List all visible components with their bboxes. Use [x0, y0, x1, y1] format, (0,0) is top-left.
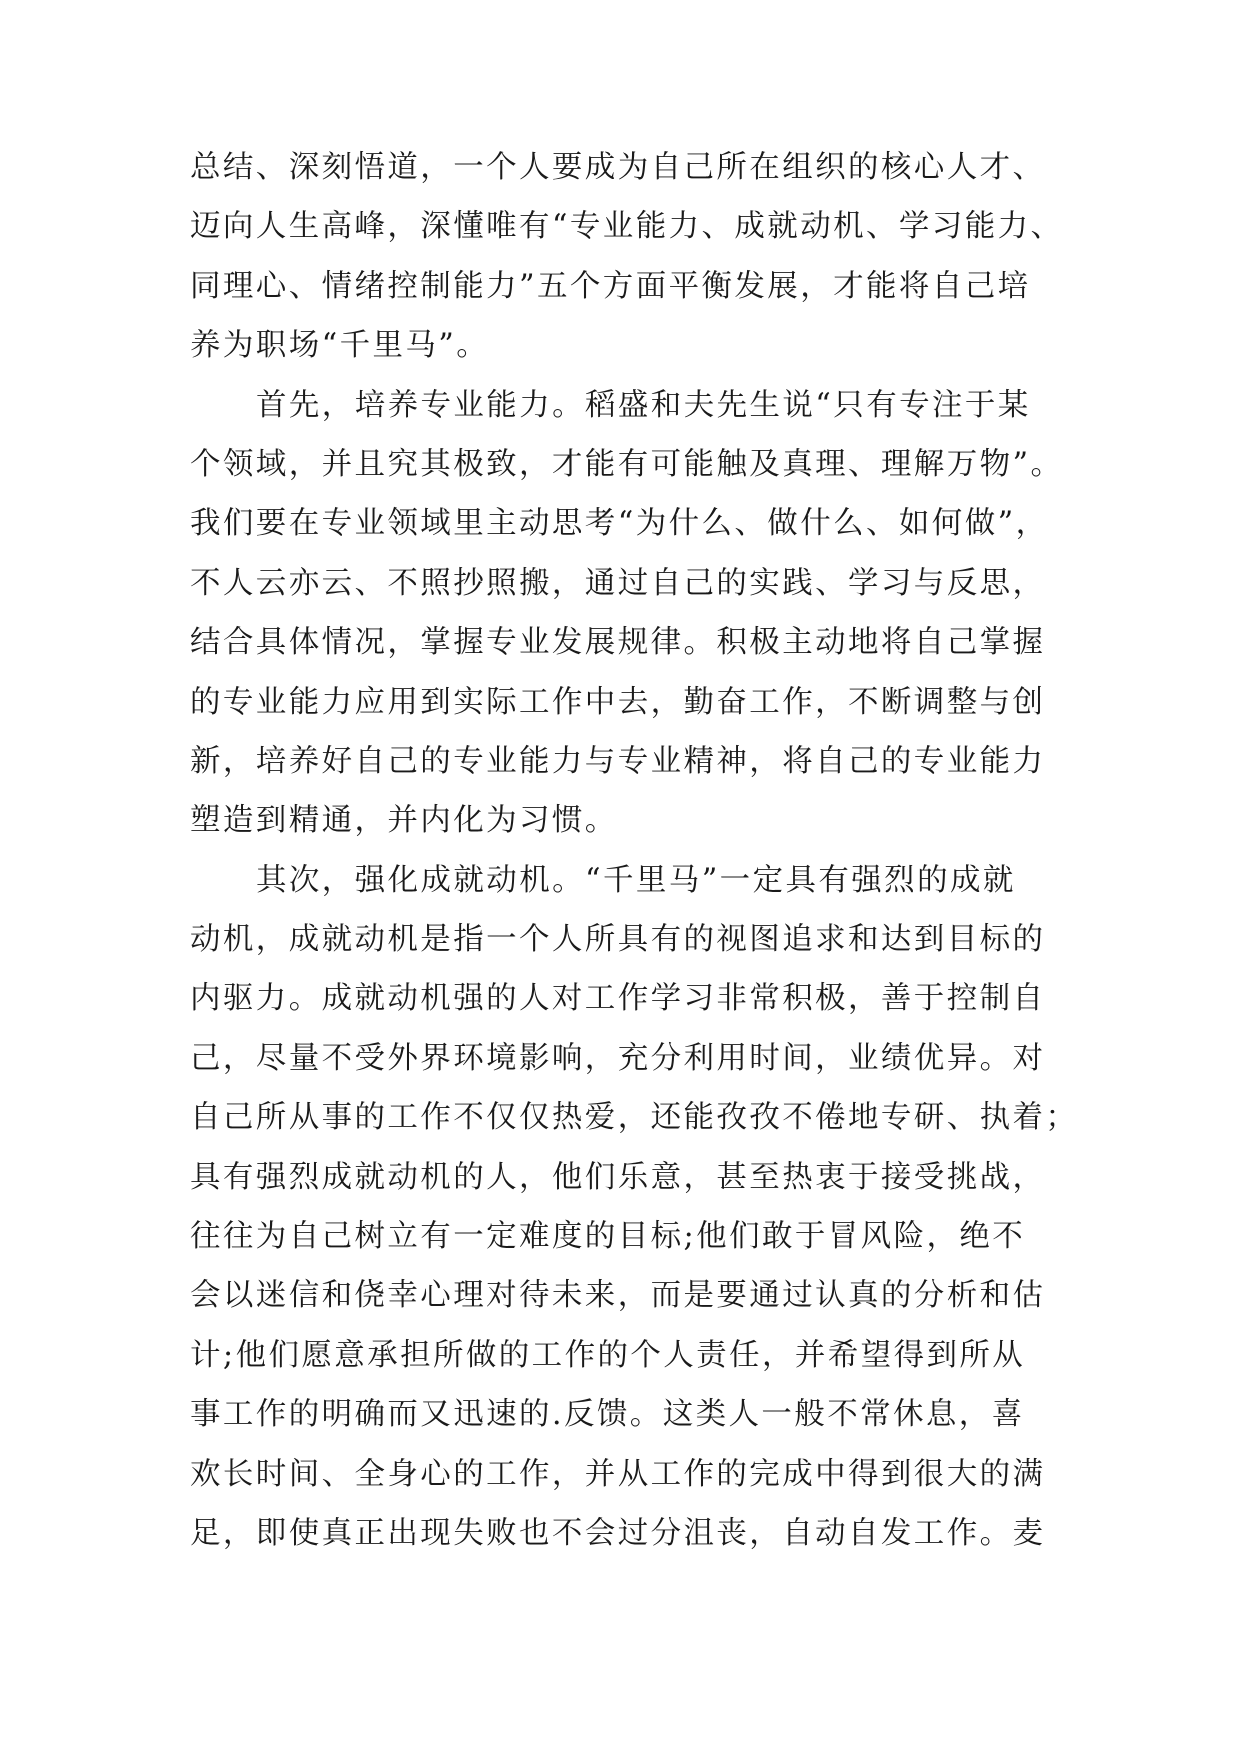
- text-line: 具有强烈成就动机的人，他们乐意，甚至热衷于接受挑战，: [190, 1159, 1046, 1195]
- text-line: 内驱力。成就动机强的人对工作学习非常积极，善于控制自: [190, 981, 1046, 1017]
- text-line: 塑造到精通，并内化为习惯。: [190, 803, 618, 839]
- text-line: 欢长时间、全身心的工作，并从工作的完成中得到很大的满: [190, 1456, 1046, 1492]
- text-line: 足，即使真正出现失败也不会过分沮丧，自动自发工作。麦: [190, 1515, 1046, 1551]
- text-line: 结合具体情况，掌握专业发展规律。积极主动地将自己掌握: [190, 625, 1046, 661]
- text-line: 首先，培养专业能力。稻盛和夫先生说“只有专注于某: [256, 387, 1031, 423]
- text-line: 迈向人生高峰，深懂唯有“专业能力、成就动机、学习能力、: [190, 209, 1064, 245]
- text-line: 的专业能力应用到实际工作中去，勤奋工作，不断调整与创: [190, 684, 1046, 720]
- text-line: 会以迷信和侥幸心理对待未来，而是要通过认真的分析和估: [190, 1278, 1046, 1314]
- text-line: 动机，成就动机是指一个人所具有的视图追求和达到目标的: [190, 922, 1046, 958]
- text-line: 不人云亦云、不照抄照搬，通过自己的实践、学习与反思，: [190, 565, 1046, 601]
- text-line: 我们要在专业领域里主动思考“为什么、做什么、如何做”，: [190, 506, 1049, 542]
- text-line: 个领域，并且究其极致，才能有可能触及真理、理解万物”。: [190, 446, 1064, 482]
- text-line: 事工作的明确而又迅速的.反馈。这类人一般不常休息，喜: [190, 1397, 1025, 1433]
- text-line: 总结、深刻悟道，一个人要成为自己所在组织的核心人才、: [190, 150, 1046, 185]
- text-line: 新，培养好自己的专业能力与专业精神，将自己的专业能力: [190, 743, 1046, 779]
- text-line: 其次，强化成就动机。“千里马”一定具有强烈的成就: [256, 862, 1016, 898]
- text-line: 计;他们愿意承担所做的工作的个人责任，并希望得到所从: [190, 1337, 1026, 1373]
- text-line: 养为职场“千里马”。: [190, 328, 490, 364]
- text-line: 己，尽量不受外界环境影响，充分利用时间，业绩优异。对: [190, 1040, 1046, 1076]
- text-line: 自己所从事的工作不仅仅热爱，还能孜孜不倦地专研、执着；: [190, 1100, 1079, 1136]
- body-text: [190, 138, 1079, 1563]
- text-line: 往往为自己树立有一定难度的目标;他们敢于冒风险，绝不: [190, 1219, 1026, 1255]
- text-line: 同理心、情绪控制能力”五个方面平衡发展，才能将自己培: [190, 268, 1031, 304]
